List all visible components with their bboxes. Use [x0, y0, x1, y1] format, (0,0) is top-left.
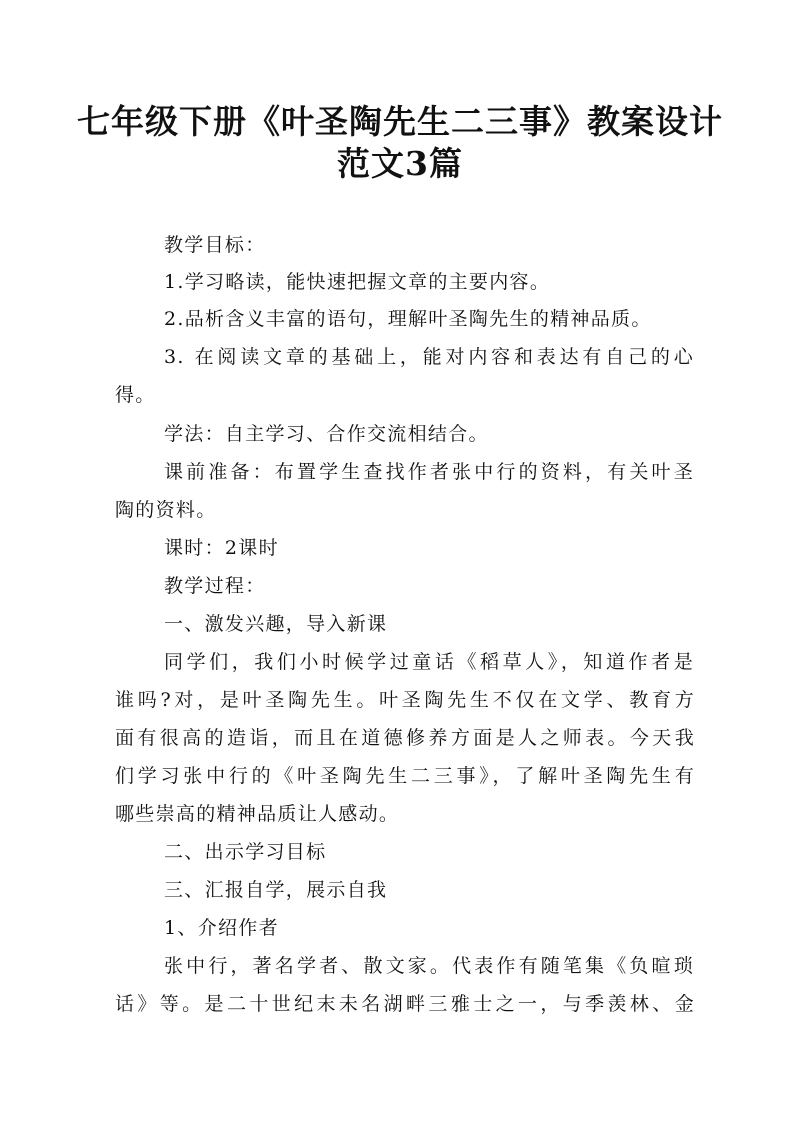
paragraph-line: 同学们，我们小时候学过童话《稻草人》，知道作者是	[164, 651, 694, 673]
paragraph-line: 三、汇报自学，展示自我	[164, 879, 388, 901]
paragraph-line: 得。	[115, 384, 156, 406]
paragraph-line: 课前准备：布置学生查找作者张中行的资料，有关叶圣	[164, 461, 694, 483]
paragraph-line: 一、激发兴趣，导入新课	[164, 613, 388, 635]
paragraph-line: 面有很高的造诣，而且在道德修养方面是人之师表。今天我	[115, 727, 695, 749]
paragraph-line: 3. 在阅读文章的基础上，能对内容和表达有自己的心	[164, 346, 694, 368]
paragraph-line: 学法：自主学习、合作交流相结合。	[164, 423, 489, 445]
paragraph-line: 教学过程：	[164, 575, 266, 597]
paragraph-line: 1.学习略读，能快速把握文章的主要内容。	[164, 271, 551, 293]
paragraph-line: 们学习张中行的《叶圣陶先生二三事》，了解叶圣陶先生有	[115, 765, 695, 787]
paragraph-line: 哪些崇高的精神品质让人感动。	[115, 803, 400, 825]
paragraph-line: 谁吗?对，是叶圣陶先生。叶圣陶先生不仅在文学、教育方	[115, 689, 695, 711]
paragraph-line: 张中行，著名学者、散文家。代表作有随笔集《负暄琐	[164, 955, 694, 977]
paragraph-line: 教学目标：	[164, 234, 266, 256]
paragraph-line: 1、介绍作者	[164, 917, 279, 939]
paragraph-line: 2.品析含义丰富的语句，理解叶圣陶先生的精神品质。	[164, 308, 652, 330]
paragraph-line: 课时：2课时	[164, 537, 279, 559]
document-title-line-2: 范文3篇	[337, 144, 463, 183]
paragraph-line: 话》等。是二十世纪末未名湖畔三雅士之一，与季羡林、金	[115, 993, 695, 1015]
paragraph-line: 陶的资料。	[115, 499, 217, 521]
paragraph-line: 二、出示学习目标	[164, 841, 327, 863]
document-title-line-1: 七年级下册《叶圣陶先生二三事》教案设计	[77, 102, 723, 141]
